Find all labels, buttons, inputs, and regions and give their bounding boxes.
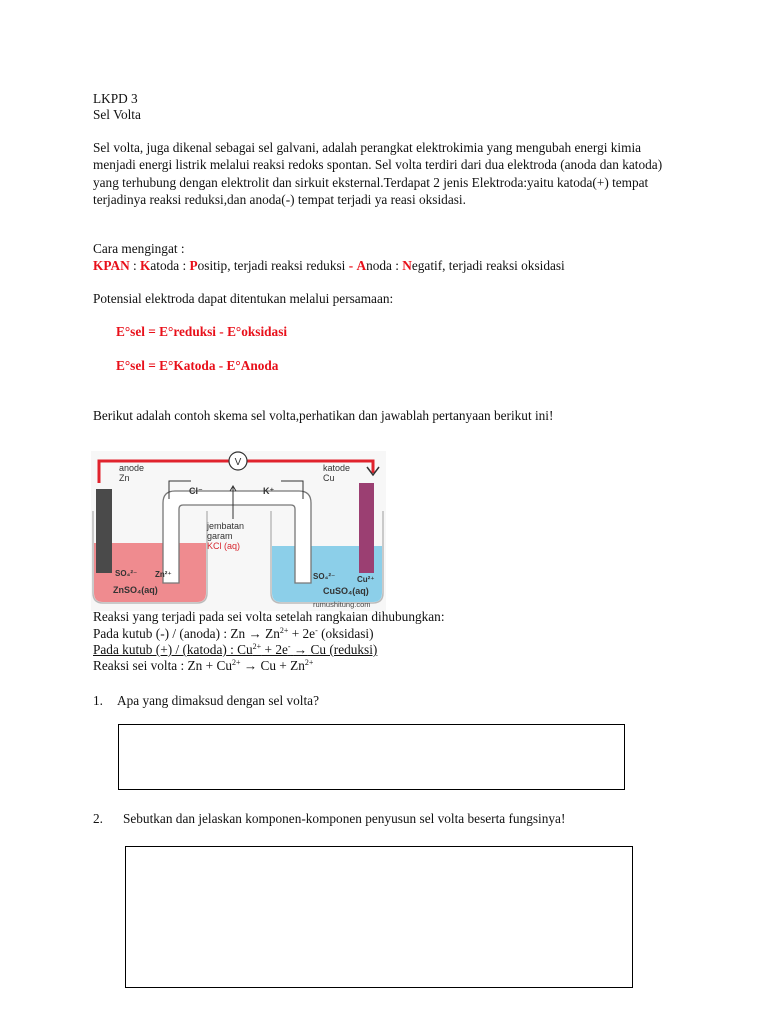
right-solution-label: CuSO₄(aq) <box>323 586 369 596</box>
left-ion-zinc: Zn²⁺ <box>155 570 172 579</box>
charge-superscript: 2+ <box>231 658 241 667</box>
formula-1: E°sel = E°reduksi - E°oksidasi <box>116 324 288 339</box>
cell-reaction-label: Reaksi sei volta <box>93 658 178 673</box>
bridge-label-1: jembatan <box>207 521 245 531</box>
cathode-eq-part-2: + 2e <box>261 642 288 657</box>
charge-superscript: - <box>315 626 318 635</box>
mnemonic-line <box>93 257 565 274</box>
negatif-text: egatif, terjadi reaksi oksidasi <box>411 258 565 273</box>
positip-text: ositip, terjadi reaksi reduksi <box>197 258 349 273</box>
cathode-eq-part-3: Cu (reduksi) <box>307 642 378 657</box>
copper-electrode <box>359 483 374 573</box>
cell-eq-part-2: Cu + Zn <box>257 658 305 673</box>
letter-p: P <box>189 258 198 273</box>
letter-k: K <box>140 258 151 273</box>
reaction-heading: Reaksi yang terjadi pada sei volta setelah rangkaian dihubungkan: <box>93 609 445 624</box>
arrow: → <box>243 658 258 673</box>
anode-metal: Zn <box>119 473 130 483</box>
right-ion-copper: Cu²⁺ <box>357 575 375 584</box>
separator: : <box>129 258 141 273</box>
anode-reaction-label: Pada kutub (-) / (anoda) <box>93 626 221 641</box>
question-text: Apa yang dimaksud dengan sel volta? <box>116 693 319 708</box>
watermark: rumushitung.com <box>313 600 371 609</box>
anode-eq-part-4: (oksidasi) <box>317 626 374 641</box>
answer-box-1[interactable] <box>118 724 625 790</box>
question-2 <box>93 810 565 827</box>
charge-superscript: 2+ <box>252 642 262 651</box>
anoda-text: noda : <box>366 258 403 273</box>
question-number: 2. <box>93 811 103 826</box>
charge-superscript: 2+ <box>279 626 289 635</box>
cell-reaction <box>93 657 313 674</box>
katoda-text: atoda : <box>150 258 190 273</box>
document-title: Sel Volta <box>93 107 141 122</box>
anode-reaction <box>93 625 374 642</box>
dash: - <box>348 258 354 273</box>
cation-label: K⁺ <box>263 486 275 496</box>
cathode-metal: Cu <box>323 473 335 483</box>
mnemonic-heading: Cara mengingat : <box>93 241 185 256</box>
anode-eq-part-1: : Zn <box>220 626 249 641</box>
anion-label: Cl⁻ <box>189 486 203 496</box>
letter-n: N <box>402 258 412 273</box>
answer-box-2[interactable] <box>125 846 633 988</box>
potential-intro: Potensial elektroda dapat ditentukan melalui persamaan: <box>93 291 394 306</box>
question-number: 1. <box>93 693 103 708</box>
cathode-label: katode <box>323 463 351 473</box>
left-ion-sulfate: SO₄²⁻ <box>115 569 138 578</box>
voltmeter-label: V <box>234 457 242 468</box>
question-1 <box>93 692 319 709</box>
bridge-label-2: garam <box>207 531 233 541</box>
question-text: Sebutkan dan jelaskan komponen-komponen penyusun sel volta beserta fungsinya! <box>122 811 566 826</box>
cell-eq-part-1: : Zn + Cu <box>177 658 232 673</box>
cathode-reaction-label: Pada kutub (+) / (katoda) <box>93 642 227 657</box>
left-solution-label: ZnSO₄(aq) <box>113 585 158 595</box>
zinc-electrode <box>96 489 112 573</box>
arrow: → <box>293 642 308 657</box>
document-code: LKPD 3 <box>93 91 138 106</box>
right-ion-sulfate: SO₄²⁻ <box>313 572 336 581</box>
diagram-intro: Berikut adalah contoh skema sel volta,perhatikan dan jawablah pertanyaan berikut ini! <box>93 408 554 423</box>
cathode-reaction <box>93 641 377 658</box>
anode-eq-part-3: + 2e <box>288 626 316 641</box>
letter-a: A <box>356 258 367 273</box>
charge-superscript: - <box>287 642 291 651</box>
acronym: KPAN <box>93 258 130 273</box>
charge-superscript: 2+ <box>304 658 314 667</box>
intro-paragraph: Sel volta, juga dikenal sebagai sel galvani, adalah perangkat elektrokimia yang mengubah energi kimia menjadi energi listrik melalui reaksi redoks spontan. Sel volta terdiri dari dua elektroda (anoda dan katoda) yang terhubung dengan elektrolit dan sirkuit eksternal.Terdapat 2 jenis Elektroda:yaitu katoda(+) tempat terjadinya reaksi reduksi,dan anoda(-) tempat terjadi ya reasi oksidasi. <box>93 140 663 207</box>
anode-eq-part-2: Zn <box>261 626 280 641</box>
anode-label: anode <box>119 463 145 473</box>
arrow: → <box>248 626 262 641</box>
cathode-eq-part-1: : Cu <box>226 642 253 657</box>
voltaic-cell-diagram <box>91 451 386 611</box>
formula-2: E°sel = E°Katoda - E°Anoda <box>116 358 279 373</box>
bridge-label-3: KCl (aq) <box>207 541 241 551</box>
